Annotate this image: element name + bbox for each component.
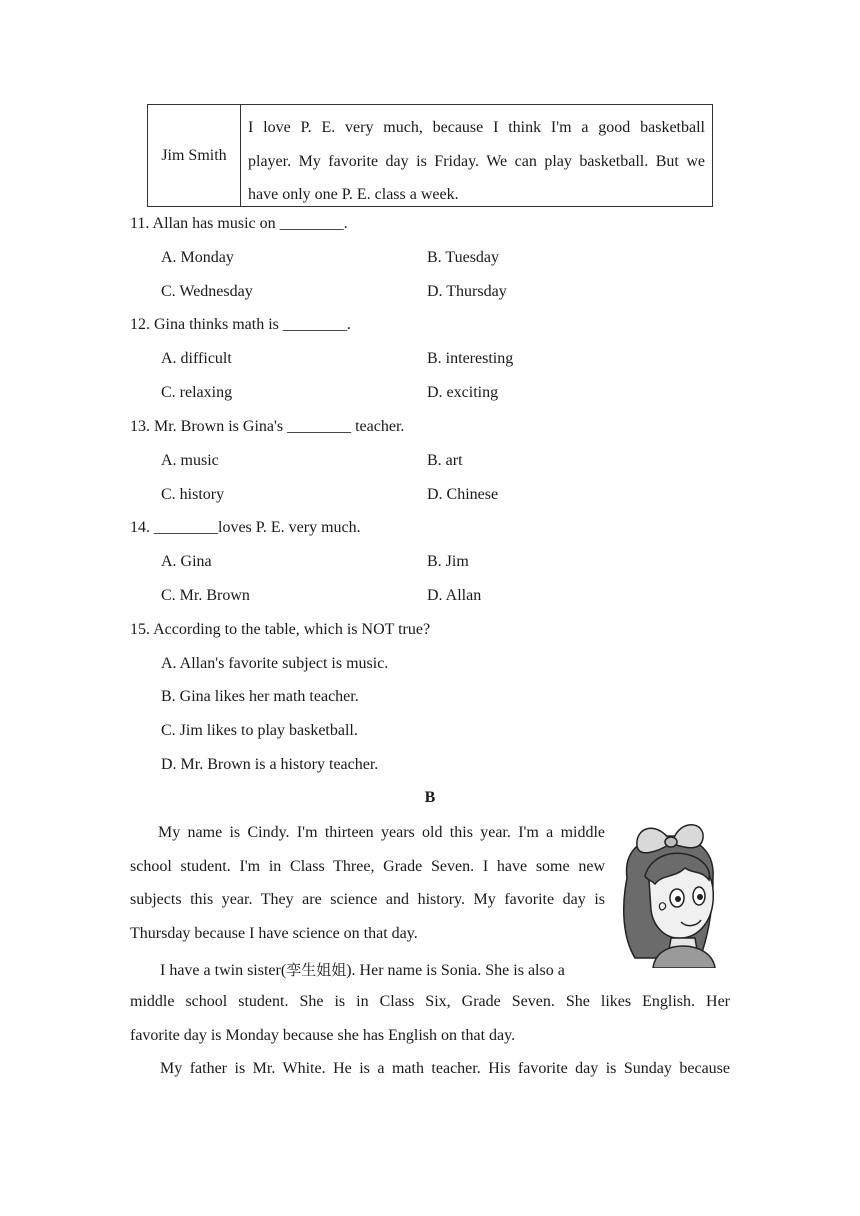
passage-line-1: My name is Cindy. I'm thirteen years old this year. I'm a middle <box>158 824 605 841</box>
passage-line-6: middle school student. She is in Class Six, Grade Seven. She likes English. Her <box>130 993 730 1010</box>
question-14-option-b: B. Jim <box>427 553 469 570</box>
question-15-stem: 15. According to the table, which is NOT true? <box>130 621 431 638</box>
passage-line-5-gloss: 孪生姐姐 <box>286 961 347 979</box>
question-13-option-c: C. history <box>161 486 225 503</box>
question-13-stem: 13. Mr. Brown is Gina's ________ teacher. <box>130 418 405 435</box>
passage-line-5 <box>160 959 565 980</box>
table-text-line-3: have only one P. E. class a week. <box>248 186 459 203</box>
girl-illustration <box>615 818 733 968</box>
table-text-cell <box>241 105 712 206</box>
question-13-option-b: B. art <box>427 452 463 469</box>
question-13-option-d: D. Chinese <box>427 486 499 503</box>
question-15-option-d: D. Mr. Brown is a history teacher. <box>161 756 379 773</box>
question-15-option-a: A. Allan's favorite subject is music. <box>161 655 389 672</box>
passage-line-4: Thursday because I have science on that day. <box>130 925 418 942</box>
question-12-option-a: A. difficult <box>161 350 232 367</box>
passage-line-5-end: ). Her name is Sonia. She is also a <box>346 962 565 979</box>
passage-line-8: My father is Mr. White. He is a math teacher. His favorite day is Sunday because <box>160 1060 730 1077</box>
table-text-line-1: I love P. E. very much, because I think I'm a good basketball <box>248 119 705 136</box>
question-11-option-a: A. Monday <box>161 249 234 266</box>
question-11-option-d: D. Thursday <box>427 283 507 300</box>
question-11-stem: 11. Allan has music on ________. <box>130 215 348 232</box>
question-14-option-a: A. Gina <box>161 553 212 570</box>
question-14-option-d: D. Allan <box>427 587 482 604</box>
passage-line-3: subjects this year. They are science and history. My favorite day is <box>130 891 605 908</box>
question-15-option-c: C. Jim likes to play basketball. <box>161 722 358 739</box>
passage-line-7: favorite day is Monday because she has English on that day. <box>130 1027 516 1044</box>
table-name-cell: Jim Smith <box>148 105 241 206</box>
question-11-option-c: C. Wednesday <box>161 283 253 300</box>
question-12-option-d: D. exciting <box>427 384 499 401</box>
question-11-option-b: B. Tuesday <box>427 249 500 266</box>
section-b-heading: B <box>424 789 436 806</box>
question-14-stem: 14. ________loves P. E. very much. <box>130 519 361 536</box>
passage-line-5-start: I have a twin sister( <box>160 962 287 979</box>
passage-line-2: school student. I'm in Class Three, Grade Seven. I have some new <box>130 858 605 875</box>
table-text-line-2: player. My favorite day is Friday. We can play basketball. But we <box>248 152 705 170</box>
question-14-option-c: C. Mr. Brown <box>161 587 250 604</box>
question-12-option-b: B. interesting <box>427 350 514 367</box>
info-table <box>147 104 713 207</box>
question-13-option-a: A. music <box>161 452 219 469</box>
question-12-stem: 12. Gina thinks math is ________. <box>130 316 351 333</box>
question-15-option-b: B. Gina likes her math teacher. <box>161 688 359 705</box>
question-12-option-c: C. relaxing <box>161 384 233 401</box>
